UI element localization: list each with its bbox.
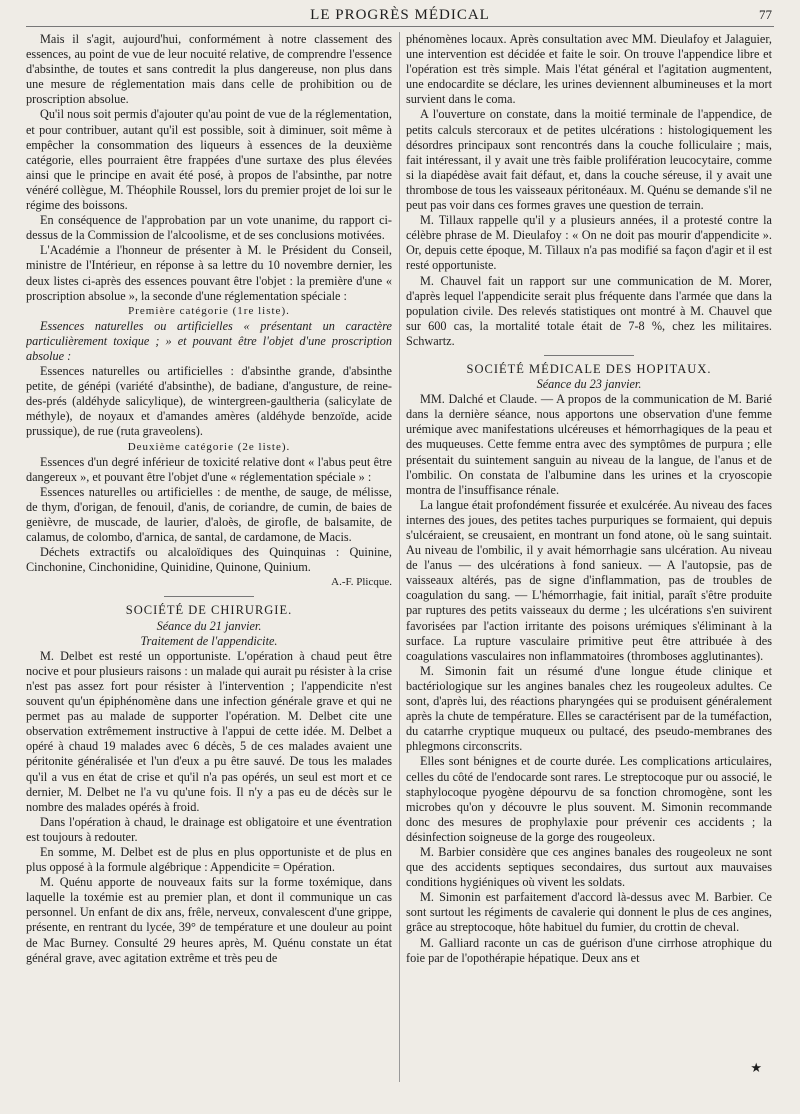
- right-column: [406, 32, 772, 1092]
- paragraph: M. Tillaux rappelle qu'il y a plusieurs années, il a protesté contre la célèbre phrase de M. Dieulafoy : « On ne doit pas mourir d'appendicite ». Or, depuis cette époque, M. Tillaux n'a pas modifié sa façon d'agir et il est resté opportuniste.: [406, 213, 772, 273]
- section-title: SOCIÉTÉ MÉDICALE DES HOPITAUX.: [466, 361, 712, 376]
- running-header: [26, 4, 774, 27]
- paragraph: Mais il s'agit, aujourd'hui, conformément à notre classement des essences, au point de vue de leur nocuité relative, de comprendre l'essence d'absinthe, de toutes et sans contredit la plus dangereuse, non plus dans une mesure de réglementation mais dans celle de prohibition ou de proscription absolue.: [26, 32, 392, 107]
- paragraph: M. Chauvel fait un rapport sur une communication de M. Morer, d'après lequel l'appendicite serait plus fréquente dans l'armée que dans la population civile. Des relevés statistiques ont montré à M. Chauvel que sur 600 cas, la mortalité totale était de 7-8 %, chez les militaires. Schwartz.: [406, 273, 772, 348]
- author-signature: A.-F. Plicque.: [331, 576, 392, 589]
- column-divider: [399, 32, 400, 1082]
- paragraph: M. Galliard raconte un cas de guérison d'une cirrhose atrophique du foie par de l'opothérapie hépatique. Deux ans et: [406, 935, 772, 965]
- section-topic: Traitement de l'appendicite.: [140, 633, 278, 648]
- category-list: Essences naturelles ou artificielles : d'absinthe grande, d'absinthe petite, de génépi (variété d'absinthe), de badiane, d'angusture, de reine-des-prés (aldéhyde salicylique), de wintergreen-gaultheria (salicylate de méthyle), de noyaux et d'amandes amères (aldéhyde benzoïde, acide prussique), de rue (ruta graveolens).: [26, 364, 392, 439]
- section-date: Séance du 23 janvier.: [536, 377, 642, 392]
- paragraph: En somme, M. Delbet est de plus en plus opportuniste et de plus en plus opposé à la formule algébrique : Appendicite = Opération.: [26, 844, 392, 875]
- paragraph: M. Delbet est resté un opportuniste. L'opération à chaud peut être nocive et pour plusieurs raisons : un malade qui aurait pu résister à la crise n'est pas assez fort pour résister à l'intervention ; l'appendicite n'est souvent qu'un épiphénomène dans une infection générale grave et qui ne permet pas au malade de supporter l'opération. M. Delbet cite une observation extrêmement instructive à l'appui de cette idée. M. Delbet a opéré à chaud 19 malades avec 6 décès, 5 de ces malades avaient une péritonite généralisée et l'un d'eux a pu être sauvé. De tous les malades qu'il a vus en état de crise et qu'il n'a pas opérés, un seul est mort et ce dernier, M. Delbet ne l'a vu qu'une fois. Il n'y a pas eu de décès sur le nombre des malades opérés à froid.: [26, 648, 392, 814]
- paragraph: M. Simonin est parfaitement d'accord là-dessus avec M. Barbier. Ce sont surtout les régiments de cavalerie qui donnent le plus de ces angines, grâce au streptocoque, hôte habituel du fumier, du crottin de cheval.: [406, 890, 772, 935]
- paragraph: L'Académie a l'honneur de présenter à M. le Président du Conseil, ministre de l'Intérieur, en réponse à sa lettre du 10 novembre dernier, les deux listes ci-après des essences pouvant être l'objet : la première d'une « proscription absolue », la seconde d'une réglementation spéciale :: [26, 243, 392, 303]
- section-title: SOCIÉTÉ DE CHIRURGIE.: [125, 603, 293, 618]
- paragraph: M. Simonin fait un résumé d'une longue étude clinique et bactériologique sur les angines banales chez les rougeoleux adultes. Ce sont, d'après lui, des réactions pharyngées qui se produisent généralement après la chute de température. Elles se caractérisent par de la tuméfaction, du catarrhe cryptique muqueux ou pultacé, des pseudo-membranes des phlegmons circonscrits.: [406, 663, 772, 754]
- journal-title: LE PROGRÈS MÉDICAL: [310, 7, 490, 23]
- category-extra: Déchets extractifs ou alcaloïdiques des Quinquinas : Quinine, Cinchonine, Cinchonidine, Quinidine, Quinone, Quinium.: [26, 545, 392, 575]
- paragraph: Dans l'opération à chaud, le drainage est obligatoire et une éventration est toujours à redouter.: [26, 814, 392, 844]
- page-number: 77: [759, 7, 772, 22]
- category-intro: Essences d'un degré inférieur de toxicité relative dont « l'abus peut être dangereux », et pouvant être l'objet d'une « réglementation spéciale » :: [26, 454, 392, 484]
- category-intro: Essences naturelles ou artificielles « présentant un caractère particulièrement toxique ; » et pouvant être l'objet d'une proscription absolue :: [26, 318, 392, 363]
- left-column: [26, 32, 392, 1092]
- category-list: Essences naturelles ou artificielles : de menthe, de sauge, de mélisse, de thym, d'origan, de fenouil, d'anis, de coriandre, de cumin, de baies de genièvre, de muscade, de laurier, d'aloès, de girofle, de balsamite, de calamus, de colombo, d'arnica, de santal, de cardamone, de Macis.: [26, 484, 392, 545]
- paragraph: Elles sont bénignes et de courte durée. Les complications articulaires, celles du côté de l'endocarde sont rares. Le streptocoque pur ou associé, le staphylocoque pyogène dépourvu de sa fonction chromogène, sont les microbes qu'on y découvre le plus souvent. M. Simonin recommande donc des mesures de prophylaxie pour prévenir ces accidents ; la désinfection soigneuse de la gorge des rougeoleux.: [406, 754, 772, 844]
- section-date: Séance du 21 janvier.: [156, 618, 262, 633]
- paragraph: Qu'il nous soit permis d'ajouter qu'au point de vue de la réglementation, et pour contribuer, autant qu'il est possible, soit à diminuer, soit même à empêcher la consommation des liqueurs à essences de la deuxième catégorie, elles pourraient être frappées d'une surtaxe des plus élevées ainsi que le principe en avait été posé, à propos de l'absinthe, par notre vénéré collègue, M. Théophile Roussel, lors du premier projet de loi sur le régime des boissons.: [26, 107, 392, 213]
- paragraph: MM. Dalché et Claude. — A propos de la communication de M. Barié dans la dernière séance, nous apportons une observation d'une femme urémique avec manifestations ulcéreuses et hémorrhagiques de la peau et des muqueuses. Cette femme entra avec des symptômes de purpura ; elle présentait du suintement sanguin au niveau de la langue, de l'anus et de l'ombilic. On constata de l'albumine dans les urines et la cryoscopie montra de l'insuffisance rénale.: [406, 392, 772, 497]
- section-divider: [544, 355, 634, 356]
- paragraph: A l'ouverture on constate, dans la moitié terminale de l'appendice, de petits calculs stercoraux et de petites ulcérations : histologiquement les désordres principaux sont rencontrés dans la couche folliculaire ; mais, fait intéressant, il y avait une très faible prolifération leucocytaire, comme si la diapédèse avait fait défaut, et, dans la couche séreuse, il y avait une thrombose de tous les vaisseaux péritonéaux. M. Quénu se demande s'il ne peut pas voir dans ces formes graves une question de terrain.: [406, 107, 772, 213]
- paragraph: La langue était profondément fissurée et exulcérée. Au niveau des faces internes des joues, des petites taches purpuriques se formaient, qui depuis s'ulcéraient, se creusaient, en montrant un fond atone, où le sang suintait. Au niveau de l'ombilic, il y avait hémorrhagie sans ulcération. Au niveau de l'anus — des ulcérations à fond sanieux. — A l'autopsie, pas de vaisseaux altérés, pas de signe d'inflammation, pas de troubles de coagulation du sang. — L'hémorrhagie, fait initial, paraît s'être produite par ruptures des petits vaisseaux du derme ; les ulcérations s'en suivirent favorisées par l'action irritante des poisons urémiques s'éliminant à la surface. La rupture vasculaire primitive peut être attribuée à des coagulations vasculaires non inflammatoires (thromboses agglutinantes).: [406, 497, 772, 663]
- paragraph: En conséquence de l'approbation par un vote unanime, du rapport ci-dessus de la Commission de l'alcoolisme, et de ses conclusions motivées.: [26, 213, 392, 243]
- paragraph: phénomènes locaux. Après consultation avec MM. Dieulafoy et Jalaguier, une intervention est décidée et faite le soir. On trouve l'appendice libre et l'opération est très simple. Mais l'état général et l'agitation augmentent, une endocardite se déclare, les urines deviennent albumineuses et la mort survient dans le coma.: [406, 32, 772, 107]
- paragraph: M. Barbier considère que ces angines banales des rougeoleux ne sont que des accidents septiques secondaires, dus surtout aux mauvaises conditions hygiéniques où vivent les soldats.: [406, 844, 772, 890]
- star-icon: ★: [750, 1061, 762, 1076]
- category-heading: Première catégorie (1re liste).: [128, 304, 290, 317]
- paragraph: M. Quénu apporte de nouveaux faits sur la forme toxémique, dans laquelle la toxémie est au premier plan, et dont il communique un cas personnel. Un enfant de dix ans, frêle, nerveux, convalescent d'une grippe, présente, en rentrant du lycée, 39° de température et une douleur au point de Mac Burney. Consulté 29 heures après, M. Quénu constate un état général grave, avec agitation extrême et très peu de: [26, 875, 392, 965]
- section-divider: [164, 596, 254, 597]
- category-heading: Deuxième catégorie (2e liste).: [127, 440, 291, 453]
